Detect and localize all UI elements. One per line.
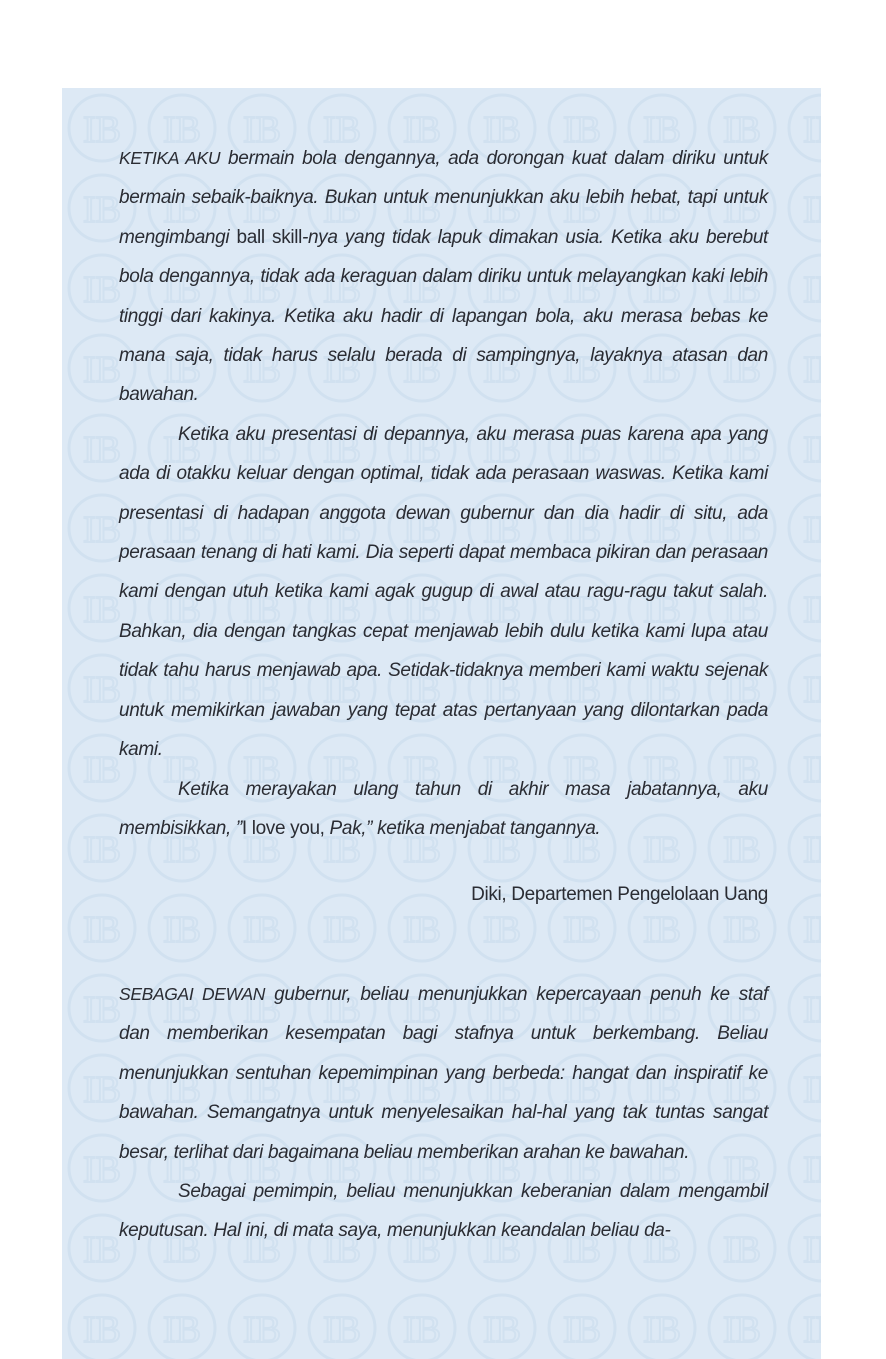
signature-diki: Diki, Departemen Pengelolaan Uang bbox=[471, 884, 768, 905]
paragraph-football: KETIKA AKU bermain bola dengannya, ada dorongan kuat dalam diriku untuk bermain sebaik-baiknya. Bukan untuk menunjukkan aku lebih hebat, tapi untuk mengimbangi ball skill-nya yang tidak lapuk dimakan usia. Ketika aku berebut bola dengannya, tidak ada keraguan dalam diriku untuk melayangkan kaki lebih tinggi dari kakinya. Ketika aku hadir di lapangan bola, aku merasa bebas ke mana saja, tidak harus selalu berada di sampingnya, layaknya atasan dan bawahan. bbox=[119, 148, 768, 406]
testimony-second bbox=[119, 975, 768, 1251]
lead-in-sebagai-dewan: SEBAGAI DEWAN bbox=[119, 984, 266, 1004]
phrase-i-love-you: I love you, bbox=[241, 817, 325, 839]
paragraph-leadership: Sebagai pemimpin, beliau menunjukkan keberanian dalam mengambil keputusan. Hal ini, di mata saya, menunjukkan keandalan beliau da- bbox=[119, 1181, 768, 1242]
paragraph-presentation: Ketika aku presentasi di depannya, aku merasa puas karena apa yang ada di otakku keluar dengan optimal, tidak ada perasaan waswas. Ketika kami presentasi di hadapan anggota dewan gubernur dan dia hadir di situ, ada perasaan tenang di hati kami. Dia seperti dapat membaca pikiran dan perasaan kami dengan utuh ketika kami agak gugup di awal atau ragu-ragu takut salah. Bahkan, dia dengan tangkas cepat menjawab lebih dulu ketika kami lupa atau tidak tahu harus menjawab apa. Setidak-tidaknya memberi kami waktu sejenak untuk memikirkan jawaban yang tepat atas pertanyaan yang dilontarkan pada kami. bbox=[119, 423, 768, 761]
paragraph-dewan-gubernur: SEBAGAI DEWAN gubernur, beliau menunjukkan kepercayaan penuh ke staf dan memberikan kesempatan bagi stafnya untuk berkembang. Beliau menunjukkan sentuhan kepemimpinan yang berbeda: hangat dan inspiratif ke bawahan. Semangatnya untuk menyelesaikan hal-hal yang tak tuntas sangat besar, terlihat dari bagaimana beliau memberikan arahan ke bawahan. bbox=[119, 984, 768, 1163]
term-ball-skill: ball skill bbox=[236, 226, 302, 248]
paragraph-birthday: Ketika merayakan ulang tahun di akhir masa jabatannya, aku membisikkan, ”I love you, Pak,” ketika menjabat tangannya. bbox=[119, 778, 768, 839]
testimony-diki bbox=[119, 139, 768, 848]
lead-in-ketika-aku: KETIKA AKU bbox=[119, 148, 221, 168]
